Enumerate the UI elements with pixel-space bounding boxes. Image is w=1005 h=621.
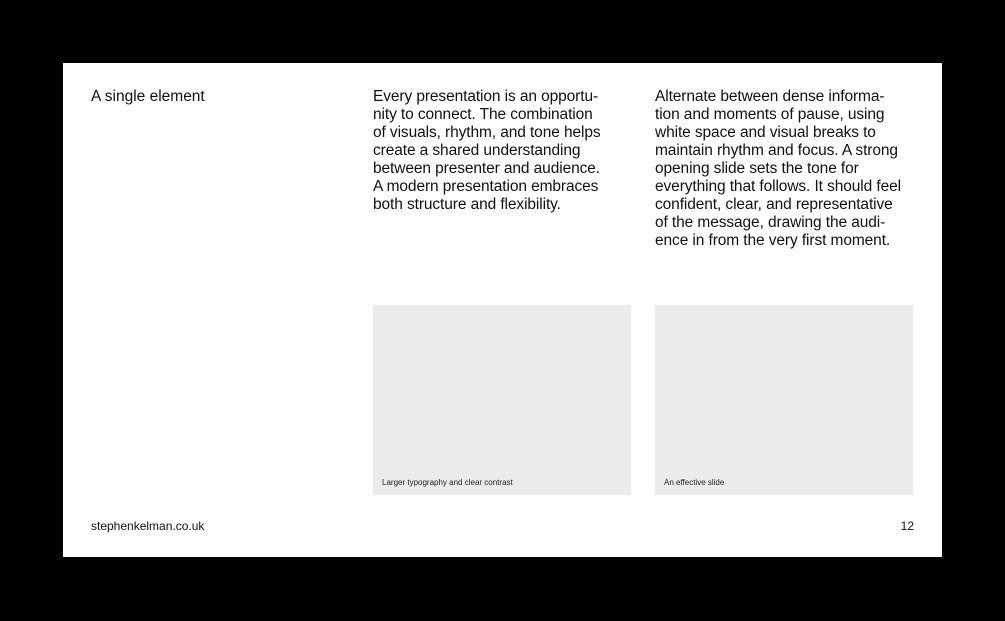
body-text-line: of visuals, rhythm, and tone helps <box>373 124 601 141</box>
image-caption-1: Larger typography and clear contrast <box>382 478 513 487</box>
body-text-line: of the message, drawing the audi- <box>655 214 886 231</box>
body-text-line: create a shared understanding <box>373 142 581 159</box>
body-text-line: both structure and flexibility. <box>373 196 561 213</box>
body-text-line: ence in from the very first moment. <box>655 232 891 249</box>
body-text-line: confident, clear, and representative <box>655 196 893 213</box>
body-text-line: nity to connect. The combination <box>373 106 593 123</box>
body-text-line: maintain rhythm and focus. A strong <box>655 142 898 159</box>
image-placeholder-1 <box>373 305 631 495</box>
body-text-column-2 <box>655 88 915 250</box>
page-number: 12 <box>900 519 914 533</box>
slide-heading: A single element <box>91 88 205 105</box>
image-caption-2: An effective slide <box>664 478 725 487</box>
body-text-line: A modern presentation embraces <box>373 178 599 195</box>
body-text-line: Alternate between dense informa- <box>655 88 885 105</box>
body-text-line: Every presentation is an opportu- <box>373 88 599 105</box>
body-text-line: between presenter and audience. <box>373 160 600 177</box>
body-text-line: tion and moments of pause, using <box>655 106 885 123</box>
footer-website: stephenkelman.co.uk <box>91 519 205 533</box>
slide <box>63 63 942 557</box>
body-text-column-1 <box>373 88 618 214</box>
body-text-line: white space and visual breaks to <box>655 124 876 141</box>
body-text-line: opening slide sets the tone for <box>655 160 859 177</box>
body-text-line: everything that follows. It should feel <box>655 178 901 195</box>
image-placeholder-2 <box>655 305 913 495</box>
